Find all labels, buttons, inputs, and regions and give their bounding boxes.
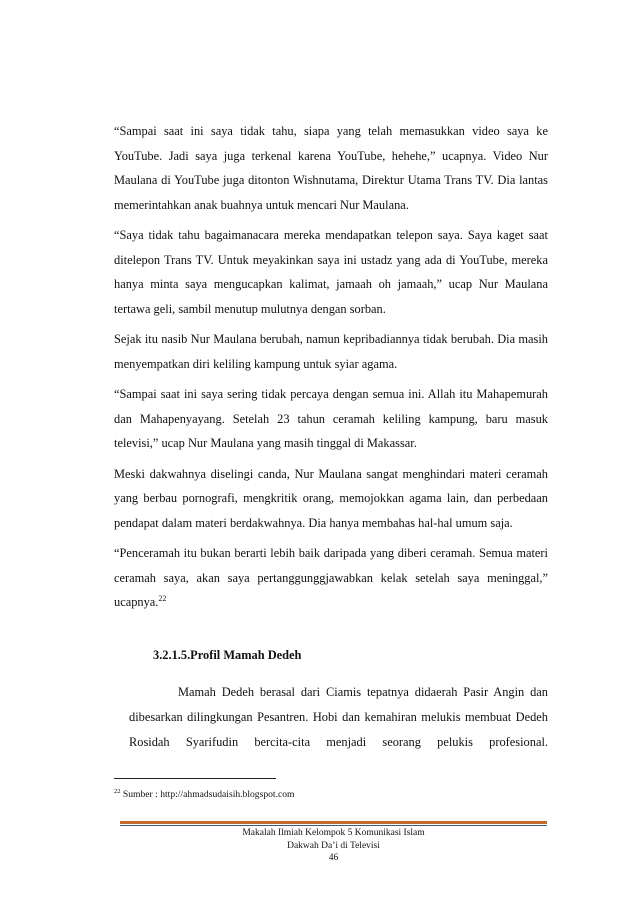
footer-subtitle: Dakwah Da’i di Televisi (287, 840, 380, 851)
footnote-number: 22 (114, 788, 121, 795)
paragraph-3: Sejak itu nasib Nur Maulana berubah, namun kepribadiannya tidak berubah. Dia masih menyempatkan diri keliling kampung untuk syiar agama. (114, 332, 548, 371)
page-footer (120, 827, 547, 865)
footnote (114, 788, 295, 800)
paragraph-6-text: “Penceramah itu bukan berarti lebih baik daripada yang diberi ceramah. Semua materi ceramah saya, akan saya pertanggunggjawabkan kelak setelah saya meninggal,” ucapnya. (114, 546, 548, 609)
footnote-reference[interactable]: 22 (158, 593, 167, 603)
page-number: 46 (328, 853, 339, 863)
footnote-separator (114, 778, 276, 779)
section-paragraph: Mamah Dedeh berasal dari Ciamis tepatnya didaerah Pasir Angin dan dibesarkan dilingkungan Pesantren. Hobi dan kemahiran melukis membuat Dedeh Rosidah Syarifudin bercita-cita menjadi seorang pelukis profesional. (129, 685, 548, 749)
paragraph-2: “Saya tidak tahu bagaimanacara mereka mendapatkan telepon saya. Saya kaget saat ditelepon Trans TV. Untuk meyakinkan saya ini ustadz yang ada di YouTube, mereka hanya minta saya mengucapkan kalimat, jamaah oh jamaah,” ucap Nur Maulana tertawa geli, sambil menutup mulutnya dengan sorban. (114, 228, 548, 316)
footer-title: Makalah Ilmiah Kelompok 5 Komunikasi Islam (242, 828, 425, 838)
paragraph-4: “Sampai saat ini saya sering tidak percaya dengan semua ini. Allah itu Mahapemurah dan Mahapenyayang. Setelah 23 tahun ceramah keliling kampung, baru masuk televisi,” ucap Nur Maulana yang masih tinggal di Makassar. (114, 387, 548, 450)
footer-rule-secondary (120, 825, 547, 826)
section-heading: 3.2.1.5.Profil Mamah Dedeh (153, 648, 302, 662)
body-text (114, 119, 548, 621)
paragraph-6 (114, 541, 548, 615)
footer-rule-primary (120, 821, 547, 824)
footnote-text: Sumber : http://ahmadsudaisih.blogspot.com (122, 789, 295, 801)
paragraph-5: Meski dakwahnya diselingi canda, Nur Maulana sangat menghindari materi ceramah yang berbau pornografi, mengkritik orang, memojokkan agama lain, dan perbedaan pendapat dalam materi berdakwahnya. Dia hanya membahas hal-hal umum saja. (114, 466, 548, 530)
section-text (129, 680, 548, 755)
paragraph-1: “Sampai saat ini saya tidak tahu, siapa yang telah memasukkan video saya ke YouTube. Jadi saya juga terkenal karena YouTube, hehehe,” ucapnya. Video Nur Maulana di YouTube juga ditonton Wishnutama, Direktur Utama Trans TV. Dia lantas memerintahkan anak buahnya untuk mencari Nur Maulana. (114, 124, 548, 212)
